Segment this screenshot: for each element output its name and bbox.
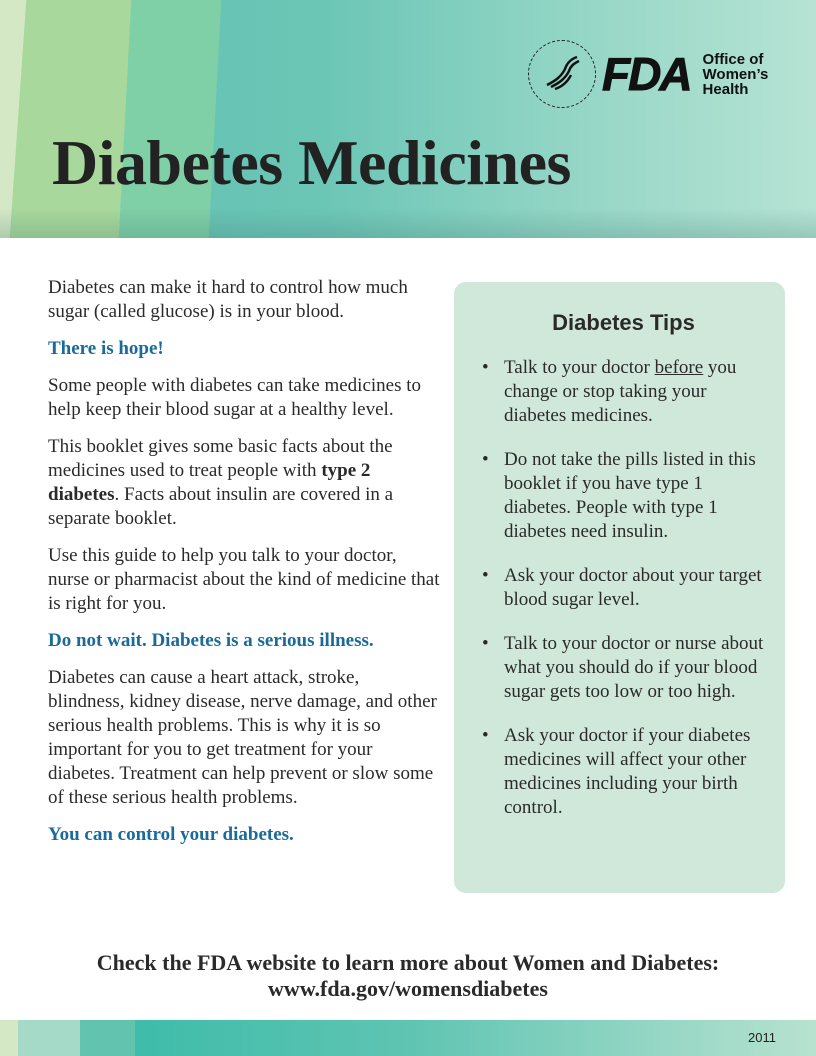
fda-owh-logo [528, 40, 768, 108]
header-banner [0, 0, 816, 238]
intro-paragraph [48, 435, 440, 531]
tips-title: Diabetes Tips [552, 310, 695, 335]
text: This booklet gives some basic facts about the medicines used to treat people with [48, 436, 393, 481]
underlined-text: before [654, 357, 704, 378]
text: Talk to your doctor [504, 357, 655, 378]
logo-line: Office of [702, 50, 764, 68]
decorative-stripe [80, 1020, 135, 1056]
footer-line: Check the FDA website to learn more about Women and Diabetes: [96, 950, 720, 975]
tips-list [482, 356, 765, 820]
decorative-stripe [119, 0, 221, 238]
text: you change or stop taking your diabetes medicines. [504, 357, 737, 426]
decorative-stripe [0, 1020, 20, 1056]
text: . Facts about insulin are covered in a separate booklet. [48, 484, 394, 529]
tip-item: • Ask your doctor about your target blood sugar level. [482, 564, 765, 612]
wait-heading: Do not wait. Diabetes is a serious illness. [48, 630, 374, 651]
office-of-womens-health [703, 52, 769, 97]
tip-item [482, 356, 765, 428]
intro-paragraph: Diabetes can cause a heart attack, stroke, blindness, kidney disease, nerve damage, and other serious health problems. This is why it is so important for you to get treatment for your diabetes. Treatment can help prevent or slow some of these serious health problems. [48, 667, 437, 808]
hope-heading: There is hope! [48, 338, 164, 359]
intro-paragraph: Use this guide to help you talk to your doctor, nurse or pharmacist about the kind of medicine that is right for you. [48, 545, 440, 614]
logo-line: Women’s [702, 65, 769, 83]
tip-item: • Do not take the pills listed in this booklet if you have type 1 diabetes. People with type 1 diabetes need insulin. [482, 448, 765, 544]
footer-callout [0, 950, 816, 1002]
header-shadow [0, 208, 816, 238]
intro-paragraph: Diabetes can make it hard to control how much sugar (called glucose) is in your blood. [48, 277, 408, 322]
hhs-seal-icon [528, 40, 596, 108]
decorative-stripe [18, 1020, 80, 1056]
fda-website-link[interactable]: www.fda.gov/womensdiabetes [268, 976, 548, 1001]
fda-logo: FDA [602, 48, 691, 100]
tip-item: • Talk to your doctor or nurse about what you should do if your blood sugar gets too low or too high. [482, 632, 765, 704]
type2-emphasis: type 2 diabetes [48, 460, 371, 505]
page-title: Diabetes Medicines [52, 127, 571, 198]
diabetes-tips-box [454, 282, 785, 893]
control-heading: You can control your diabetes. [48, 824, 294, 845]
intro-column [48, 276, 440, 860]
publication-year: 2011 [748, 1030, 776, 1045]
intro-paragraph: Some people with diabetes can take medicines to help keep their blood sugar at a healthy level. [48, 375, 422, 420]
logo-line: Health [702, 80, 749, 98]
tip-item: • Ask your doctor if your diabetes medicines will affect your other medicines including your birth control. [482, 724, 765, 820]
footer-band [0, 1020, 816, 1056]
